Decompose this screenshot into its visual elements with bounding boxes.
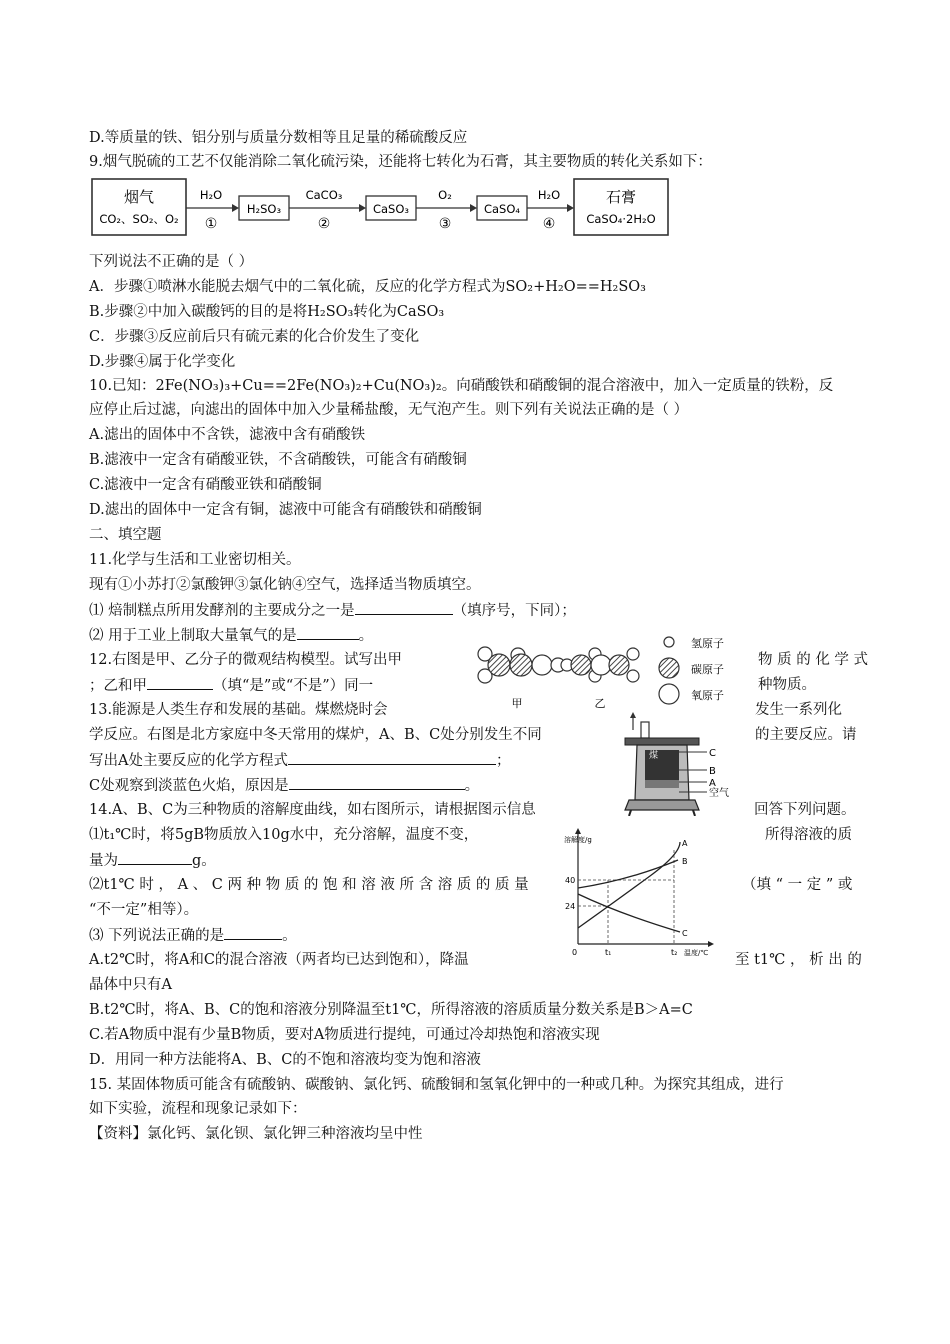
molecule-legend (659, 636, 724, 704)
q9-option-a: A．步骤①喷淋水能脱去烟气中的二氧化硫，反应的化学方程式为SO₂+H₂O==H₂SO₃ (89, 279, 646, 295)
answer-blank[interactable] (355, 600, 453, 615)
q14-option-d: D．用同一种方法能将A、B、C的不饱和溶液均变为饱和溶液 (89, 1052, 481, 1068)
svg-text:CO₂、SO₂、O₂: CO₂、SO₂、O₂ (99, 212, 179, 226)
answer-blank[interactable] (297, 625, 359, 640)
q9-flow-diagram (89, 176, 689, 240)
answer-blank[interactable] (224, 925, 282, 940)
molecule-yi (561, 648, 639, 682)
svg-text:氢原子: 氢原子 (691, 637, 724, 650)
label-a: A (709, 778, 716, 789)
q8-option-d: D.等质量的铁、铝分别与质量分数相等且足量的稀硫酸反应 (89, 130, 468, 146)
answer-blank[interactable] (118, 850, 192, 865)
svg-text:H₂O: H₂O (537, 188, 561, 202)
q14-sub1-right: 所得溶液的质 (765, 827, 852, 843)
svg-text:石膏: 石膏 (605, 188, 637, 206)
q13-line4-text: C处观察到淡蓝色火焰，原因是 (89, 778, 289, 794)
svg-text:③: ③ (438, 216, 452, 232)
q10-option-d: D.滤出的固体中一定含有铜，滤液中可能含有硝酸铁和硝酸铜 (89, 502, 482, 518)
q11-sub1 (89, 600, 576, 621)
svg-text:A: A (682, 839, 688, 848)
q13-line4-tail: 。 (464, 778, 480, 794)
flow-box-gypsum (574, 179, 668, 235)
svg-text:CaSO₃: CaSO₃ (372, 202, 410, 216)
q14-sub2-right: （填 “ 一 定 ” 或 (742, 877, 853, 893)
q14-sub3 (89, 925, 297, 946)
svg-text:CaSO₄: CaSO₄ (483, 202, 521, 216)
svg-text:温度/℃: 温度/℃ (684, 949, 709, 957)
q14-option-a-cont: 晶体中只有A (89, 977, 172, 993)
q10-line1: 10.已知：2Fe(NO₃)₃+Cu==2Fe(NO₃)₂+Cu(NO₃)₂。向硝酸铁和硝酸铜的混合溶液中，加入一定质量的铁粉，反 (89, 378, 834, 394)
flow-box-flue-gas (92, 179, 186, 235)
q14-right1: 回答下列问题。 (754, 802, 856, 818)
svg-text:t₂: t₂ (671, 948, 678, 957)
q13-coal-stove-figure (615, 712, 745, 816)
svg-text:0: 0 (572, 948, 578, 957)
label-c: C (709, 748, 716, 759)
q12-left2-text: ；乙和甲 (89, 678, 147, 694)
q13-right2: 的主要反应。请 (755, 727, 857, 743)
q14-option-a-right: 至 t1℃ ， 析 出 的 (735, 952, 862, 968)
svg-text:氧原子: 氧原子 (691, 689, 724, 702)
svg-text:CaSO₄·2H₂O: CaSO₄·2H₂O (586, 212, 656, 226)
svg-text:40: 40 (565, 876, 576, 885)
q13-left2: 学反应。右图是北方家庭中冬天常用的煤炉，A、B、C处分别发生不同 (89, 727, 542, 743)
svg-text:H₂SO₃: H₂SO₃ (246, 202, 282, 216)
q12-right1: 物 质 的 化 学 式 (758, 652, 869, 668)
q14-left1: 14.A、B、C为三种物质的溶解度曲线，如右图所示，请根据图示信息 (89, 802, 536, 818)
label-air: 空气 (709, 788, 729, 799)
q11-line1: 11.化学与生活和工业密切相关。 (89, 552, 301, 568)
svg-text:碳原子: 碳原子 (691, 663, 724, 676)
q13-line4 (89, 775, 479, 796)
q14-sub1-cont (89, 850, 216, 871)
q9-ask: 下列说法不正确的是（ ） (89, 254, 254, 270)
q15-line1: 15. 某固体物质可能含有硫酸钠、碳酸钠、氯化钙、硫酸铜和氢氧化钾中的一种或几种。为探究其组成，进行 (89, 1077, 784, 1093)
q13-left1: 13.能源是人类生存和发展的基础。煤燃烧时会 (89, 702, 388, 718)
graph-ylabel: 溶解度/g (564, 836, 592, 844)
svg-text:B: B (682, 857, 688, 866)
q10-option-a: A.滤出的固体中不含铁，滤液中含有硝酸铁 (89, 427, 366, 443)
q14-option-a: A.t2℃时，将A和C的混合溶液（两者均已达到饱和），降温 (89, 952, 469, 968)
q14-sub3-tail: 。 (282, 928, 297, 944)
label-jia: 甲 (511, 697, 523, 710)
q14-sub1-cont-text: 量为 (89, 853, 118, 869)
q12-right2: 种物质。 (758, 677, 816, 693)
svg-text:②: ② (317, 216, 331, 232)
q14-sub3-text: ⑶ 下列说法正确的是 (89, 928, 225, 944)
q13-right1: 发生一系列化 (755, 702, 842, 718)
svg-text:CaCO₃: CaCO₃ (305, 188, 343, 202)
q11-sub1-tail: （填序号，下同）； (452, 603, 576, 619)
label-yi: 乙 (594, 697, 606, 710)
label-coal: 煤 (649, 751, 659, 761)
q11-line2: 现有①小苏打②氯酸钾③氯化钠④空气，选择适当物质填空。 (89, 577, 481, 593)
q14-option-c: C.若A物质中混有少量B物质，要对A物质进行提纯，可通过冷却热饱和溶液实现 (89, 1027, 600, 1043)
q14-sub2-cont: “不一定”相等）。 (89, 902, 199, 918)
q11-sub2-tail: 。 (358, 628, 374, 644)
label-b: B (709, 766, 716, 777)
curve-c (578, 894, 680, 932)
q10-option-c: C.滤液中一定含有硝酸亚铁和硝酸铜 (89, 477, 322, 493)
flow-box-h2so3 (239, 196, 289, 220)
q11-sub1-text: ⑴ 焙制糕点所用发酵剂的主要成分之一是 (89, 603, 355, 619)
svg-text:C: C (682, 929, 688, 938)
q14-option-b: B.t2℃时，将A、B、C的饱和溶液分别降温至t1℃，所得溶液的溶质质量分数关系是B＞A=C (89, 1002, 693, 1018)
q9-option-d: D.步骤④属于化学变化 (89, 354, 236, 370)
q12-molecule-figure (455, 628, 755, 712)
molecule-jia (478, 647, 565, 683)
curve-b (578, 860, 678, 888)
svg-text:24: 24 (565, 902, 576, 911)
q12-left1: 12.右图是甲、乙分子的微观结构模型。试写出甲 (89, 652, 403, 668)
svg-text:H₂O: H₂O (199, 188, 223, 202)
q10-option-b: B.滤液中一定含有硝酸亚铁，不含硝酸铁，可能含有硝酸铜 (89, 452, 467, 468)
q10-line2: 应停止后过滤，向滤出的固体中加入少量稀盐酸，无气泡产生。则下列有关说法正确的是（ ） (89, 402, 689, 418)
q14-sub2: ⑵t1℃ 时 ， A 、 C 两 种 物 质 的 饱 和 溶 液 所 含 溶 质 的 质 量 (89, 877, 529, 893)
q11-sub2-text: ⑵ 用于工业上制取大量氧气的是 (89, 628, 297, 644)
q9-option-b: B.步骤②中加入碳酸钙的目的是将H₂SO₃转化为CaSO₃ (89, 304, 445, 320)
answer-blank[interactable] (147, 675, 213, 690)
q9-stem: 9.烟气脱硫的工艺不仅能消除二氧化硫污染，还能将七转化为石膏，其主要物质的转化关系如下： (89, 154, 712, 170)
q13-line3-text: 写出A处主要反应的化学方程式 (89, 753, 288, 769)
svg-text:④: ④ (542, 216, 556, 232)
q11-sub2 (89, 625, 373, 646)
q12-left2-tail: （填“是”或“不是”）同一 (213, 678, 374, 694)
q14-sub1: ⑴t₁℃时，将5gB物质放入10g水中，充分溶解，温度不变， (89, 827, 479, 843)
answer-blank[interactable] (289, 775, 465, 790)
q12-left2 (89, 675, 373, 696)
q14-solubility-graph (560, 828, 720, 960)
svg-text:①: ① (204, 216, 218, 232)
q13-line3-tail: ； (495, 753, 511, 769)
q13-line3 (89, 750, 510, 771)
svg-text:烟气: 烟气 (123, 188, 155, 206)
q9-option-c: C．步骤③反应前后只有硫元素的化合价发生了变化 (89, 329, 420, 345)
svg-text:t₁: t₁ (605, 948, 612, 957)
answer-blank[interactable] (288, 750, 496, 765)
q15-line2: 如下实验，流程和现象记录如下： (89, 1101, 307, 1117)
section-heading: 二、填空题 (89, 527, 162, 543)
q15-line3: 【资料】氯化钙、氯化钡、氯化钾三种溶液均呈中性 (89, 1126, 423, 1142)
flow-box-caso3 (366, 196, 416, 220)
q14-sub1-cont-tail: g。 (192, 853, 216, 869)
svg-text:O₂: O₂ (438, 188, 452, 202)
flow-box-caso4 (477, 196, 527, 220)
